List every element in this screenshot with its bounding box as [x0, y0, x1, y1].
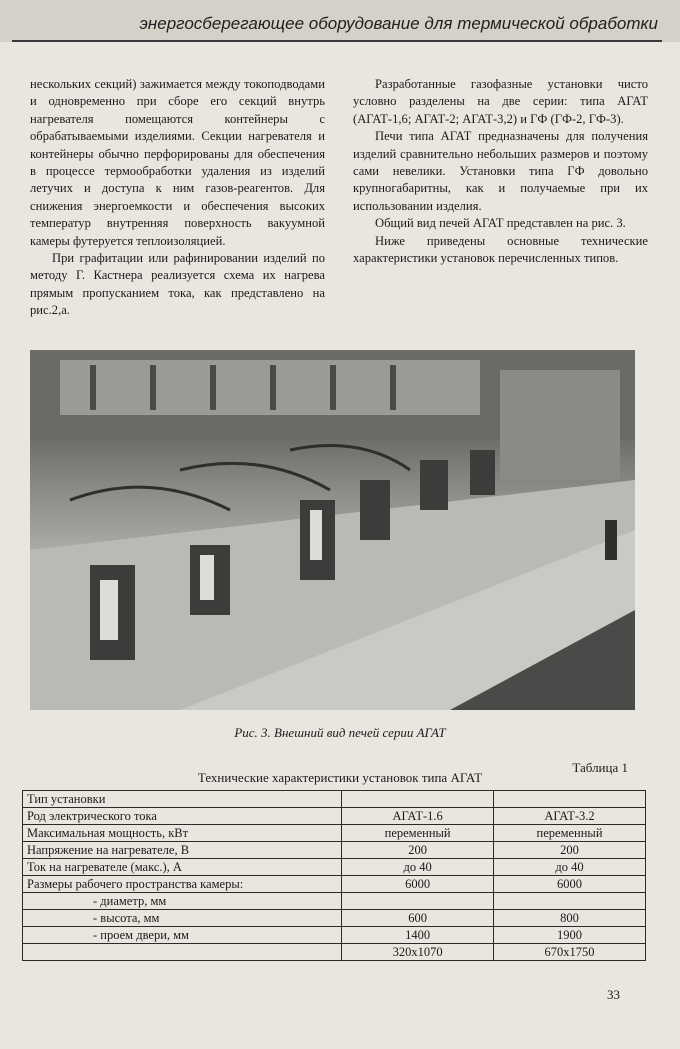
furnace-hall-photo — [30, 350, 635, 710]
table-title: Технические характеристики установок типа АГАТ — [197, 770, 483, 785]
value-cell: 1900 — [494, 927, 646, 944]
value-cell: до 40 — [342, 859, 494, 876]
paragraph: При графитации или рафинировании изделий по методу Г. Кастнера реализуется схема их нагрева прямым пропусканием тока, как представлено на рис.2,а. — [30, 251, 325, 318]
value-cell: переменный — [494, 825, 646, 842]
paragraph: Печи типа АГАТ предназначены для получения изделий сравнительно небольших размеров и поэтому сами невелики. Установки типа ГФ довольно крупногабаритны, как и получаемые при их использовании изделия. — [353, 129, 648, 213]
value-cell: 600 — [342, 910, 494, 927]
value-cell: до 40 — [494, 859, 646, 876]
param-cell: - диаметр, мм — [23, 893, 342, 910]
value-cell: 800 — [494, 910, 646, 927]
value-cell: 6000 — [342, 876, 494, 893]
value-cell — [494, 791, 646, 808]
paragraph: нескольких секций) зажимается между токоподводами и одновременно при сборе его секций внутрь нагревателя помещаются контейнеры с обрабатываемыми изделиями. Секции нагревателя и контейнеры обычно перфорированы для обеспечения в процессе термообработки удаления из изделий летучих и доступа к ним газов-реагентов. Для снижения энергоемкости и обеспечения высоких температур внутренняя поверхность вакуумной камеры футеруется теплоизоляцией. — [30, 77, 325, 248]
value-cell — [342, 893, 494, 910]
table-row — [23, 927, 646, 944]
param-cell: - проем двери, мм — [23, 927, 342, 944]
paragraph: Общий вид печей АГАТ представлен на рис. 3. — [375, 216, 626, 231]
table-row — [23, 842, 646, 859]
param-cell: - высота, мм — [23, 910, 342, 927]
value-cell — [342, 791, 494, 808]
param-cell: Тип установки — [23, 791, 342, 808]
left-text-column — [30, 76, 325, 320]
param-cell: Напряжение на нагревателе, В — [23, 842, 342, 859]
table-row — [23, 893, 646, 910]
figure-caption: Рис. 3. Внешний вид печей серии АГАТ — [234, 725, 446, 740]
table-row — [23, 859, 646, 876]
value-cell: АГАТ-1.6 — [342, 808, 494, 825]
header-rule — [12, 40, 662, 42]
photo-illustration — [30, 350, 635, 710]
value-cell: АГАТ-3.2 — [494, 808, 646, 825]
value-cell: 1400 — [342, 927, 494, 944]
value-cell: 200 — [494, 842, 646, 859]
right-text-column — [353, 76, 648, 267]
specs-table — [22, 790, 646, 961]
table-row — [23, 825, 646, 842]
value-cell — [494, 893, 646, 910]
page-number: 33 — [607, 987, 620, 1002]
paragraph: Разработанные газофазные установки чисто условно разделены на две серии: типа АГАТ (АГАТ-1,6; АГАТ-2; АГАТ-3,2) и ГФ (ГФ-2, ГФ-3). — [353, 77, 648, 126]
param-cell: Ток на нагревателе (макс.), А — [23, 859, 342, 876]
table-row — [23, 808, 646, 825]
table-row — [23, 944, 646, 961]
table-row — [23, 910, 646, 927]
param-cell — [23, 944, 342, 961]
value-cell: 6000 — [494, 876, 646, 893]
value-cell: 200 — [342, 842, 494, 859]
param-cell: Максимальная мощность, кВт — [23, 825, 342, 842]
table-label: Таблица 1 — [572, 760, 628, 775]
paragraph: Ниже приведены основные технические характеристики установок перечисленных типов. — [353, 233, 648, 266]
running-header: энергосберегающее оборудование для термической обработки — [139, 14, 658, 33]
param-cell: Род электрического тока — [23, 808, 342, 825]
table-row — [23, 791, 646, 808]
value-cell: переменный — [342, 825, 494, 842]
value-cell: 320х1070 — [342, 944, 494, 961]
table-row — [23, 876, 646, 893]
param-cell: Размеры рабочего пространства камеры: — [23, 876, 342, 893]
value-cell: 670х1750 — [494, 944, 646, 961]
